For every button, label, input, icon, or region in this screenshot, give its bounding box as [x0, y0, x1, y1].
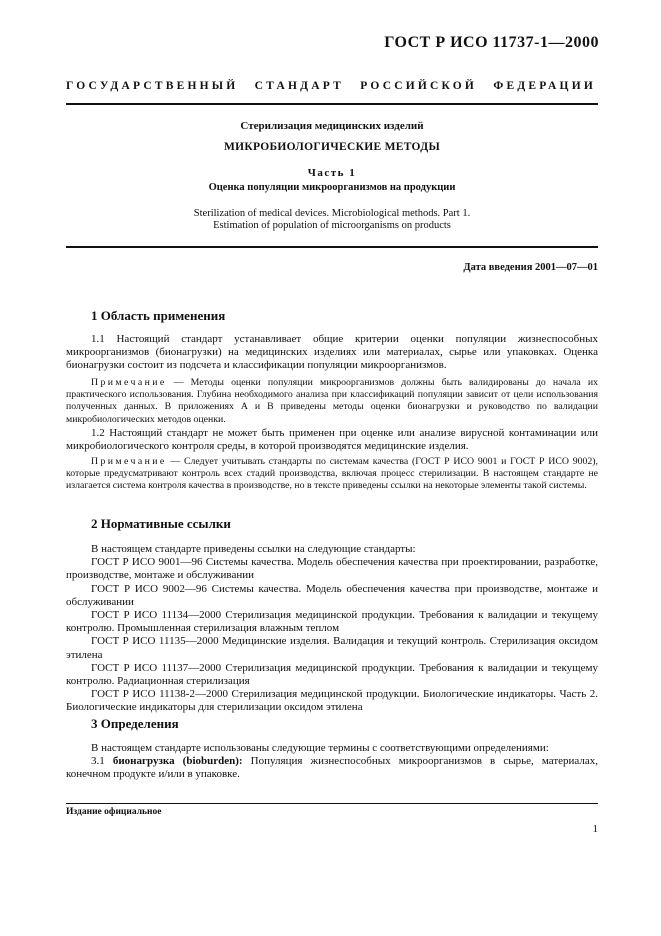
footer-rule: [66, 803, 598, 804]
state-standard-title: ГОСУДАРСТВЕННЫЙ СТАНДАРТ РОССИЙСКОЙ ФЕДЕРАЦИИ: [66, 80, 596, 92]
reference-item: ГОСТ Р ИСО 9002—96 Системы качества. Модель обеспечения качества при производстве, монтаже и обслуживании: [66, 582, 598, 608]
definition-term: бионагрузка (bioburden):: [112, 755, 243, 768]
definition-text: Популяция жизнеспособных микроорганизмов в сырье, материалах, конечном продукте и/или в упаковке.: [66, 755, 598, 781]
section-heading-references: 2 Нормативные ссылки: [91, 516, 231, 531]
part-title: Оценка популяции микроорганизмов на продукции: [208, 182, 456, 193]
note-label: Примечание: [91, 456, 167, 467]
note-label: Примечание: [91, 377, 167, 388]
document-subtitle: Стерилизация медицинских изделий: [240, 120, 424, 132]
note-text: — Следует учитывать стандарты по системам качества (ГОСТ Р ИСО 9001 и ГОСТ Р ИСО 9002), которые предусматривают контроль всех стадий производства, включая процесс стерилизации. В настоящем стандарте не излагается система контроля качества в производстве, но в тексте приведены ссылки на некоторые элементы такой системы.: [66, 456, 598, 492]
document-main-title: МИКРОБИОЛОГИЧЕСКИЕ МЕТОДЫ: [223, 141, 441, 153]
paragraph-text: 1.1 Настоящий стандарт устанавливает общие критерии оценки популяции жизнеспособных микроорганизмов (бионагрузки) на медицинских изделиях или материалах, сырье или упаковках. Оценка бионагрузки состоит из подсчета и классификации популяции микроорганизмов.: [66, 333, 598, 372]
note-text: — Методы оценки популяции микроорганизмов должны быть валидированы до начала их практического использования. Глубина необходимого анализа при классификаций популяции зависит от цели использования полученных данных. В приложениях А и В приведены методы оценки бионагрузки и руководство по валидации микробиологических методов оценки.: [66, 377, 598, 425]
reference-item: ГОСТ Р ИСО 11137—2000 Стерилизация медицинской продукции. Требования к валидации и текущему контролю. Радиационная стерилизация: [66, 661, 598, 688]
section-heading-scope: 1 Область применения: [91, 308, 226, 323]
references-list: [66, 543, 598, 715]
references-intro: В настоящем стандарте приведены ссылки на следующие стандарты:: [91, 543, 416, 555]
reference-item: ГОСТ Р ИСО 11135—2000 Медицинские изделия. Валидация и текущий контроль. Стерилизация оксидом этилена: [66, 635, 598, 661]
note-1: [66, 377, 598, 426]
introduction-date: Дата введения 2001—07—01: [463, 262, 598, 273]
english-title-line1: Sterilization of medical devices. Microbiological methods. Part 1.: [193, 208, 471, 219]
english-title-line2: Estimation of population of microorganisms on products: [213, 220, 451, 231]
paragraph-1-1: [66, 333, 598, 373]
definition-item: [66, 755, 598, 781]
part-label: Часть 1: [307, 167, 357, 179]
definition-number: 3.1: [91, 755, 113, 768]
reference-item: ГОСТ Р ИСО 9001—96 Системы качества. Модель обеспечения качества при проектировании, разработке, производстве, монтаже и обслуживании: [66, 556, 598, 582]
document-code: ГОСТ Р ИСО 11737-1—2000: [384, 34, 599, 51]
paragraph-1-2: [66, 427, 598, 453]
section-heading-definitions: 3 Определения: [91, 716, 179, 731]
page-number: 1: [592, 823, 598, 835]
note-2: [66, 456, 598, 493]
definitions-intro: В настоящем стандарте использованы следующие термины с соответствующими определениями:: [91, 742, 549, 754]
paragraph-text: 1.2 Настоящий стандарт не может быть применен при оценке или анализе вирусной контаминации или микробиологического контроля среды, в которой производятся медицинские изделия.: [66, 427, 598, 453]
official-edition-label: Издание официальное: [66, 807, 162, 817]
definitions-block: [66, 742, 598, 782]
reference-item: ГОСТ Р ИСО 11134—2000 Стерилизация медицинской продукции. Требования к валидации и текущему контролю. Промышленная стерилизация влажным теплом: [66, 609, 598, 635]
reference-item: ГОСТ Р ИСО 11138-2—2000 Стерилизация медицинской продукции. Биологические индикаторы. Часть 2. Биологические индикаторы для стерилизации оксидом этилена: [66, 688, 598, 714]
title-rule: [66, 246, 598, 248]
header-rule: [66, 103, 598, 105]
